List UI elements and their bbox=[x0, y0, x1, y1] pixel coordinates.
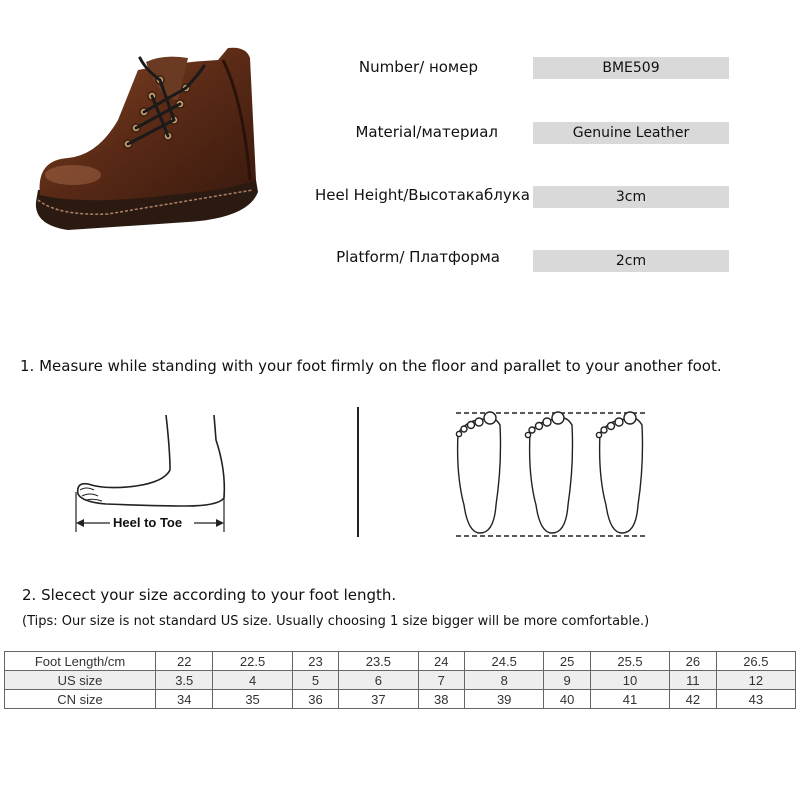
table-cell: 40 bbox=[544, 690, 591, 709]
table-cell: 22 bbox=[156, 652, 213, 671]
table-row-us-size bbox=[5, 671, 796, 690]
table-cell: 8 bbox=[465, 671, 544, 690]
step1-heading: 1. Measure while standing with your foot firmly on the floor and parallet to your another foot. bbox=[20, 357, 722, 375]
step2-heading: 2. Slecect your size according to your foot length. bbox=[22, 586, 397, 604]
spec-material-label: Material/материал bbox=[355, 123, 498, 141]
table-cell: 11 bbox=[670, 671, 717, 690]
tips-text: (Tips: Our size is not standard US size. Usually choosing 1 size bigger will be more comfortable.) bbox=[22, 614, 650, 629]
feet-front-diagram bbox=[446, 405, 656, 545]
table-cell: 38 bbox=[418, 690, 465, 709]
table-cell: 9 bbox=[544, 671, 591, 690]
spec-platform-label: Platform/ Платформа bbox=[336, 248, 500, 266]
spec-number-label: Number/ номер bbox=[358, 58, 478, 76]
table-cell: 36 bbox=[292, 690, 339, 709]
table-cell: 41 bbox=[590, 690, 669, 709]
table-row-foot-length bbox=[5, 652, 796, 671]
table-cell: 26 bbox=[670, 652, 717, 671]
table-cell: 25 bbox=[544, 652, 591, 671]
table-cell: 34 bbox=[156, 690, 213, 709]
table-cell: 10 bbox=[590, 671, 669, 690]
spec-platform-value: 2cm bbox=[533, 250, 729, 272]
table-cell: 24 bbox=[418, 652, 465, 671]
table-cell: 43 bbox=[716, 690, 795, 709]
boot-image bbox=[28, 40, 268, 250]
table-cell: 25.5 bbox=[590, 652, 669, 671]
table-cell: 24.5 bbox=[465, 652, 544, 671]
table-cell: 23.5 bbox=[339, 652, 418, 671]
spec-number-value: BME509 bbox=[533, 57, 729, 79]
table-cell: 12 bbox=[716, 671, 795, 690]
diagram-divider bbox=[357, 407, 359, 537]
table-row-cn-size bbox=[5, 690, 796, 709]
spec-heel-height-value: 3cm bbox=[533, 186, 729, 208]
table-cell: 22.5 bbox=[213, 652, 292, 671]
table-cell: 7 bbox=[418, 671, 465, 690]
table-cell: 26.5 bbox=[716, 652, 795, 671]
heel-to-toe-label: Heel to Toe bbox=[113, 515, 183, 530]
row-header: Foot Length/cm bbox=[5, 652, 156, 671]
table-cell: 37 bbox=[339, 690, 418, 709]
row-header: US size bbox=[5, 671, 156, 690]
spec-heel-height-label: Heel Height/Высотакаблука bbox=[314, 186, 530, 204]
spec-material-value: Genuine Leather bbox=[533, 122, 729, 144]
table-cell: 3.5 bbox=[156, 671, 213, 690]
table-cell: 5 bbox=[292, 671, 339, 690]
table-cell: 23 bbox=[292, 652, 339, 671]
table-cell: 39 bbox=[465, 690, 544, 709]
table-cell: 42 bbox=[670, 690, 717, 709]
table-cell: 6 bbox=[339, 671, 418, 690]
table-cell: 35 bbox=[213, 690, 292, 709]
table-cell: 4 bbox=[213, 671, 292, 690]
row-header: CN size bbox=[5, 690, 156, 709]
size-table bbox=[4, 651, 796, 709]
